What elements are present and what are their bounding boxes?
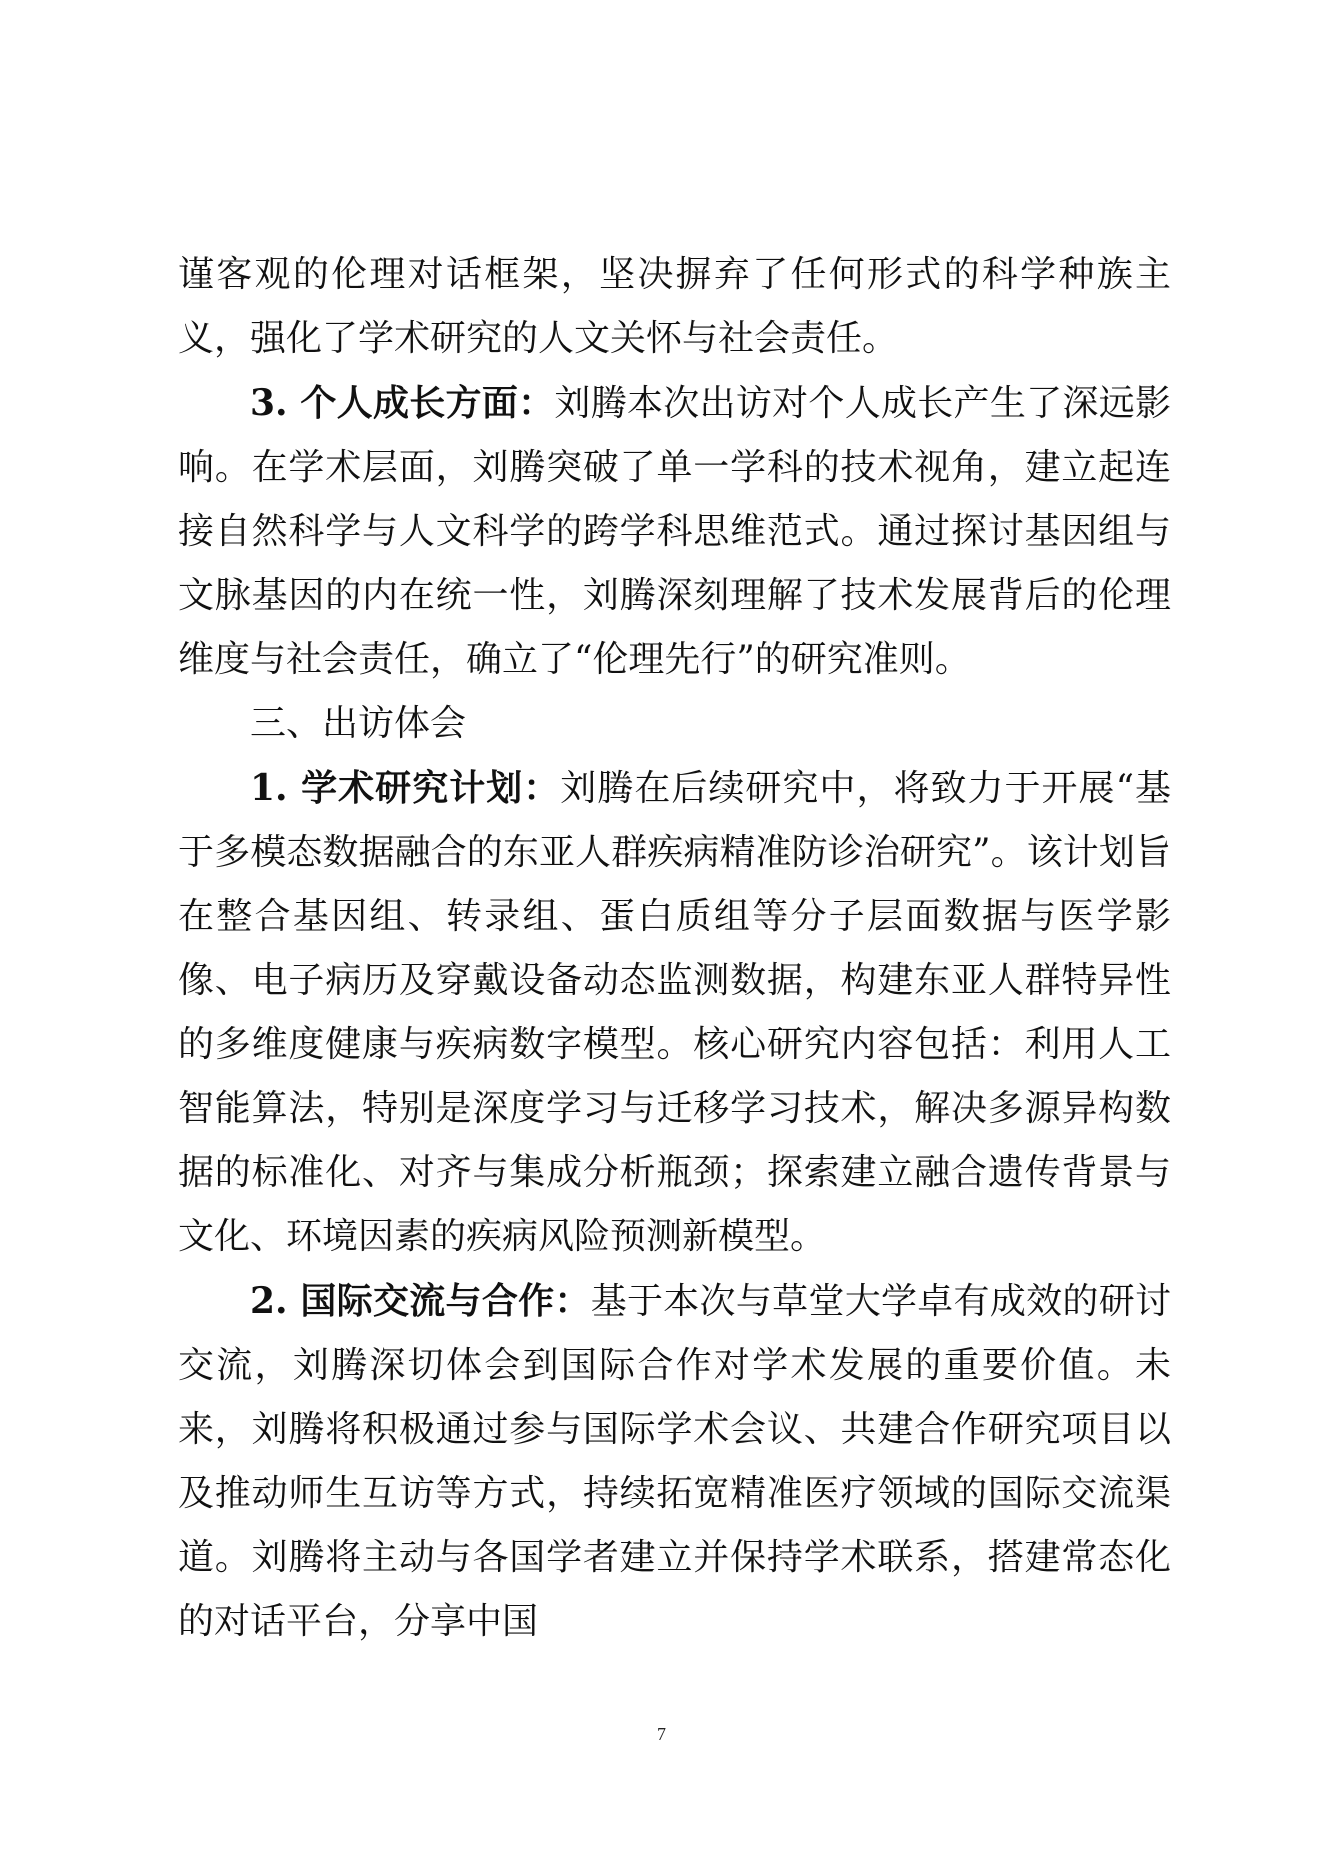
section-title-text: 三、出访体会 (250, 703, 467, 744)
paragraph-text: 谨客观的伦理对话框架，坚决摒弃了任何形式的科学种族主义，强化了学术研究的人文关怀与社会责任。 (178, 254, 1171, 359)
paragraph-heading: 1. 学术研究计划： (250, 767, 561, 809)
paragraph-continued (178, 243, 1171, 371)
paragraph-heading: 2. 国际交流与合作： (250, 1280, 591, 1322)
paragraph-text: 刘腾在后续研究中，将致力于开展“基于多模态数据融合的东亚人群疾病精准防诊治研究”。该计划旨在整合基因组、转录组、蛋白质组等分子层面数据与医学影像、电子病历及穿戴设备动态监测数据，构建东亚人群特异性的多维度健康与疾病数字模型。核心研究内容包括：利用人工智能算法，特别是深度学习与迁移学习技术，解决多源异构数据的标准化、对齐与集成分析瓶颈；探索建立融合遗传背景与文化、环境因素的疾病风险预测新模型。 (178, 768, 1171, 1257)
paragraph-text: 基于本次与草堂大学卓有成效的研讨交流，刘腾深切体会到国际合作对学术发展的重要价值。未来，刘腾将积极通过参与国际学术会议、共建合作研究项目以及推动师生互访等方式，持续拓宽精准医疗领域的国际交流渠道。刘腾将主动与各国学者建立并保持学术联系，搭建常态化的对话平台，分享中国 (178, 1281, 1171, 1642)
body-text (178, 243, 1171, 1654)
paragraph-text: 刘腾本次出访对个人成长产生了深远影响。在学术层面，刘腾突破了单一学科的技术视角，建立起连接自然科学与人文科学的跨学科思维范式。通过探讨基因组与文脉基因的内在统一性，刘腾深刻理解了技术发展背后的伦理维度与社会责任，确立了“伦理先行”的研究准则。 (178, 383, 1171, 680)
page-number: 7 (657, 1724, 666, 1744)
paragraph-personal-growth (178, 371, 1171, 692)
paragraph-heading: 3. 个人成长方面： (250, 382, 555, 424)
paragraph-research-plan (178, 756, 1171, 1269)
paragraph-international-exchange (178, 1269, 1171, 1654)
section-title (178, 692, 1171, 756)
